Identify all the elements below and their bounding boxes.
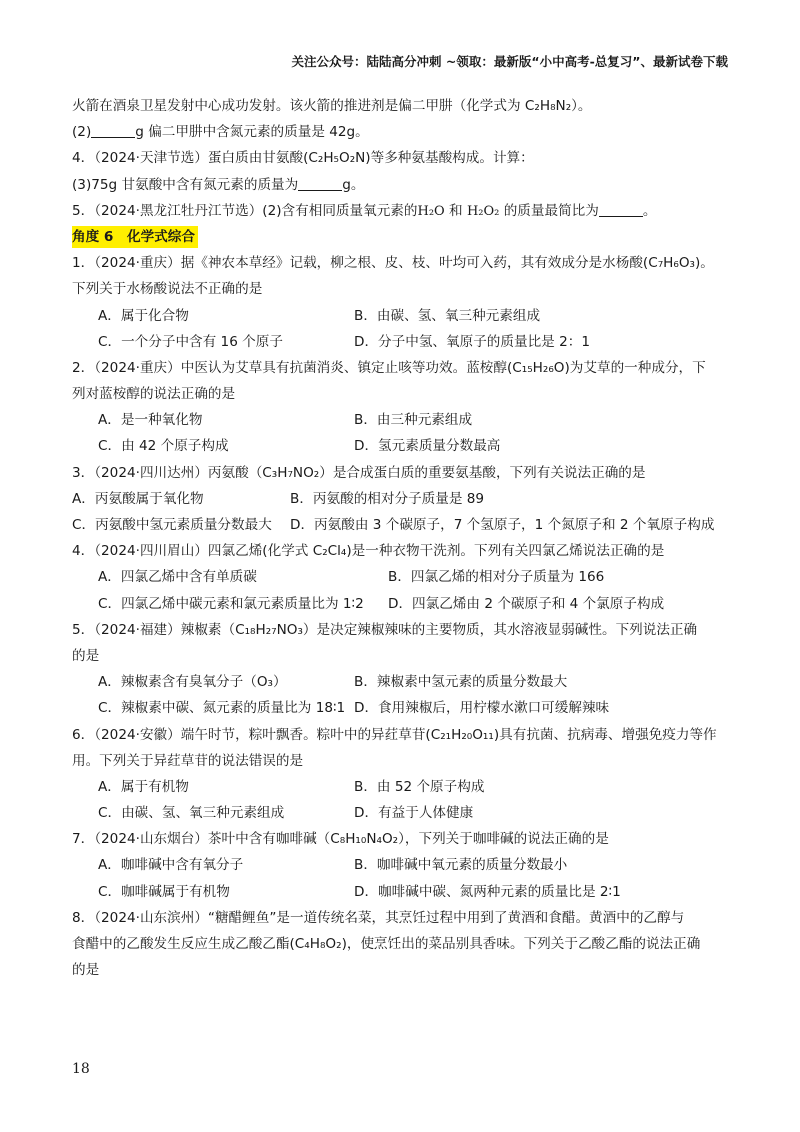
answer-blank xyxy=(298,176,342,191)
option-row xyxy=(72,774,732,800)
text-line: 4．（2024·天津节选）蛋白质由甘氨酸(C₂H₅O₂N)等多种氨基酸构成。计算： xyxy=(72,150,534,167)
option-d: D．氢元素质量分数最高 xyxy=(354,438,501,455)
option-a: A．是一种氧化物 xyxy=(98,412,203,429)
option-d: D．丙氨酸由 3 个碳原子，7 个氢原子，1 个氮原子和 2 个氧原子构成 xyxy=(290,517,715,533)
question-stem: 1．（2024·重庆）据《神农本草经》记载，柳之根、皮、枝、叶均可入药，其有效成分是水杨酸(C₇H₆O₃)。 xyxy=(72,255,714,272)
option-a: A．属于化合物 xyxy=(98,307,189,324)
page-header: 关注公众号：陆陆高分冲刺 ~领取：最新版“小中高考-总复习”、最新试卷下载 xyxy=(291,54,728,69)
option-c: C．四氯乙烯中碳元素和氯元素质量比为 1∶2 xyxy=(98,595,364,612)
question-stem: 食醋中的乙酸发生反应生成乙酸乙酯(C₄H₈O₂)，使烹饪出的菜品别具香味。下列关于乙酸乙酯的说法正确 xyxy=(72,936,701,952)
answer-blank xyxy=(91,123,135,138)
option-row xyxy=(72,695,732,721)
question-stem: 的是 xyxy=(72,962,100,979)
option-b: B．四氯乙烯的相对分子质量为 166 xyxy=(388,569,605,586)
option-row xyxy=(72,303,732,329)
option-b: B．丙氨酸的相对分子质量是 89 xyxy=(290,490,485,507)
page-content xyxy=(72,93,732,983)
question-stem: 用。下列关于异荭草苷的说法错误的是 xyxy=(72,752,304,769)
option-d: D．有益于人体健康 xyxy=(354,805,474,822)
text-span: 的质量最简比为 xyxy=(503,202,599,219)
text-line xyxy=(72,198,732,224)
option-a: A．咖啡碱中含有氧分子 xyxy=(98,857,244,874)
answer-blank xyxy=(599,202,643,217)
question-stem: 3．（2024·四川达州）丙氨酸（C₃H₇NO₂）是合成蛋白质的重要氨基酸，下列有关说法正确的是 xyxy=(72,464,646,481)
option-d: D．四氯乙烯由 2 个碳原子和 4 个氯原子构成 xyxy=(388,595,665,612)
option-b: B．咖啡碱中氧元素的质量分数最小 xyxy=(354,857,568,874)
option-row xyxy=(72,486,732,512)
option-row xyxy=(72,512,732,538)
option-row xyxy=(72,564,732,590)
option-a: A．属于有机物 xyxy=(98,778,189,795)
option-d: D．咖啡碱中碳、氮两种元素的质量比是 2∶1 xyxy=(354,883,621,900)
option-c: C．辣椒素中碳、氮元素的质量比为 18∶1 xyxy=(98,700,346,717)
section-title: 角度 6 化学式综合 xyxy=(72,226,198,248)
option-c: C．一个分子中含有 16 个原子 xyxy=(98,333,283,350)
option-row xyxy=(72,329,732,355)
option-d: D．食用辣椒后，用柠檬水漱口可缓解辣味 xyxy=(354,700,610,717)
question-stem: 4．（2024·四川眉山）四氯乙烯(化学式 C₂Cl₄)是一种衣物干洗剂。下列有关四氯乙烯说法正确的是 xyxy=(72,543,665,560)
option-row xyxy=(72,669,732,695)
option-b: B．由三种元素组成 xyxy=(354,412,473,429)
option-a: A．辣椒素含有臭氧分子（O₃） xyxy=(98,674,287,691)
question-stem: 5．（2024·福建）辣椒素（C₁₈H₂₇NO₃）是决定辣椒辣味的主要物质，其水溶液显弱碱性。下列说法正确 xyxy=(72,621,698,638)
text-line xyxy=(72,119,732,145)
option-b: B．由碳、氢、氧三种元素组成 xyxy=(354,307,541,324)
question-stem: 的是 xyxy=(72,647,100,664)
option-row xyxy=(72,852,732,878)
question-stem: 7．（2024·山东烟台）茶叶中含有咖啡碱（C₈H₁₀N₄O₂），下列关于咖啡碱的说法正确的是 xyxy=(72,831,609,848)
formula: H₂O xyxy=(417,203,445,219)
item-number: (2) xyxy=(72,124,92,141)
option-c: C．由 42 个原子构成 xyxy=(98,438,229,455)
option-row xyxy=(72,407,732,433)
option-row xyxy=(72,433,732,459)
text-span: g。 xyxy=(342,176,365,193)
option-d: D．分子中氢、氧原子的质量比是 2：1 xyxy=(354,333,590,350)
question-stem: 列对蓝桉醇的说法正确的是 xyxy=(72,386,236,403)
text-line xyxy=(72,172,732,198)
option-row xyxy=(72,800,732,826)
option-b: B．由 52 个原子构成 xyxy=(354,778,485,795)
option-row xyxy=(72,879,732,905)
option-a: A．丙氨酸属于氧化物 xyxy=(72,490,204,507)
text-span: (3)75g 甘氨酸中含有氮元素的质量为 xyxy=(72,176,299,193)
option-c: C．咖啡碱属于有机物 xyxy=(98,883,230,900)
option-c: C．丙氨酸中氢元素质量分数最大 xyxy=(72,517,272,533)
option-b: B．辣椒素中氢元素的质量分数最大 xyxy=(354,674,568,691)
formula: H₂O₂ xyxy=(466,203,500,219)
text-span: g 偏二甲肼中含氮元素的质量是 42g。 xyxy=(135,124,369,141)
question-stem: 8．（2024·山东滨州）“糖醋鲤鱼”是一道传统名菜，其烹饪过程中用到了黄酒和食醋。黄酒中的乙醇与 xyxy=(72,909,685,926)
text-span: 。 xyxy=(642,202,657,219)
text-line: 火箭在酒泉卫星发射中心成功发射。该火箭的推进剂是偏二甲肼（化学式为 C₂H₈N₂）。 xyxy=(72,98,592,114)
section-heading-line xyxy=(72,224,732,250)
option-a: A．四氯乙烯中含有单质碳 xyxy=(98,569,257,586)
question-stem: 下列关于水杨酸说法不正确的是 xyxy=(72,281,263,298)
text-span: 和 xyxy=(449,202,463,219)
question-stem: 6．（2024·安徽）端午时节，粽叶飘香。粽叶中的异荭草苷(C₂₁H₂₀O₁₁)具有抗菌、抗病毒、增强免疫力等作 xyxy=(72,726,717,743)
page-number: 18 xyxy=(72,1061,90,1077)
option-row xyxy=(72,591,732,617)
question-stem: 2．（2024·重庆）中医认为艾草具有抗菌消炎、镇定止咳等功效。蓝桉醇(C₁₅H₂₆O)为艾草的一种成分，下 xyxy=(72,359,706,376)
option-c: C．由碳、氢、氧三种元素组成 xyxy=(98,805,285,822)
text-span: 5．（2024·黑龙江牡丹江节选）(2)含有相同质量氧元素的 xyxy=(72,202,418,219)
